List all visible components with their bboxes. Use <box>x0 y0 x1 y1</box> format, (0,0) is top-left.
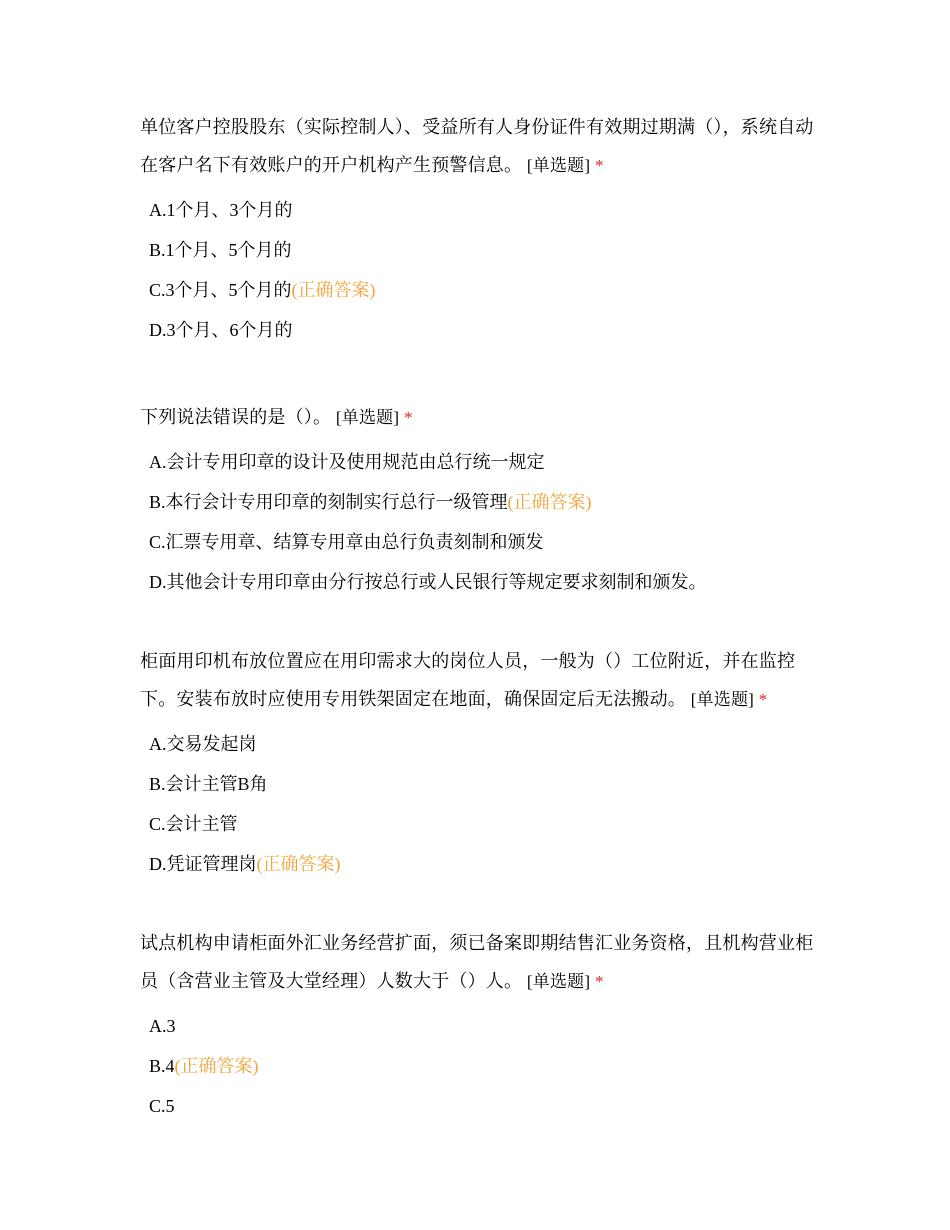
option-c: C.会计主管 <box>149 814 238 834</box>
question-type-label: [单选题] <box>335 408 400 427</box>
option-b: B.4(正确答案) <box>149 1056 259 1076</box>
question-4 <box>140 924 816 1126</box>
option-b: B.会计主管B角 <box>149 774 268 794</box>
required-mark: * <box>758 690 768 709</box>
option-d: D.凭证管理岗(正确答案) <box>149 854 341 874</box>
question-text: 单位客户控股股东（实际控制人）、受益所有人身份证件有效期过期满（），系统自动在客户名下有效账户的开户机构产生预警信息。 <box>140 117 814 175</box>
option-a: A.1个月、3个月的 <box>149 200 293 220</box>
correct-answer-tag: (正确答案) <box>507 492 592 512</box>
questionnaire-page <box>140 108 816 1166</box>
question-type-label: [单选题] <box>526 156 591 175</box>
correct-answer-tag: (正确答案) <box>256 854 341 874</box>
correct-answer-tag: (正确答案) <box>291 280 376 300</box>
option-a: A.会计专用印章的设计及使用规范由总行统一规定 <box>149 452 545 472</box>
question-1 <box>140 108 816 350</box>
required-mark: * <box>594 972 604 991</box>
question-stem <box>140 108 816 185</box>
option-a: A.交易发起岗 <box>149 734 257 754</box>
option-d: D.3个月、6个月的 <box>149 320 293 340</box>
option-b: B.1个月、5个月的 <box>149 240 292 260</box>
question-text: 试点机构申请柜面外汇业务经营扩面，须已备案即期结售汇业务资格，且机构营业柜员（含营业主管及大堂经理）人数大于（）人。 <box>140 933 814 991</box>
required-mark: * <box>403 408 413 427</box>
option-c: C.汇票专用章、结算专用章由总行负责刻制和颁发 <box>149 532 544 552</box>
option-b: B.本行会计专用印章的刻制实行总行一级管理(正确答案) <box>149 492 592 512</box>
question-stem <box>140 924 816 1001</box>
option-a: A.3 <box>149 1016 176 1036</box>
question-3 <box>140 642 816 884</box>
question-text: 下列说法错误的是（）。 <box>140 407 332 427</box>
option-c: C.5 <box>149 1096 175 1116</box>
question-2 <box>140 398 816 602</box>
option-d: D.其他会计专用印章由分行按总行或人民银行等规定要求刻制和颁发。 <box>149 572 707 592</box>
question-stem <box>140 642 816 719</box>
question-type-label: [单选题] <box>526 972 591 991</box>
question-text: 柜面用印机布放位置应在用印需求大的岗位人员，一般为（）工位附近，并在监控下。安装布放时应使用专用铁架固定在地面，确保固定后无法搬动。 <box>140 651 796 709</box>
required-mark: * <box>594 156 604 175</box>
question-type-label: [单选题] <box>690 690 755 709</box>
correct-answer-tag: (正确答案) <box>174 1056 259 1076</box>
option-c: C.3个月、5个月的(正确答案) <box>149 280 376 300</box>
question-stem <box>140 398 816 437</box>
